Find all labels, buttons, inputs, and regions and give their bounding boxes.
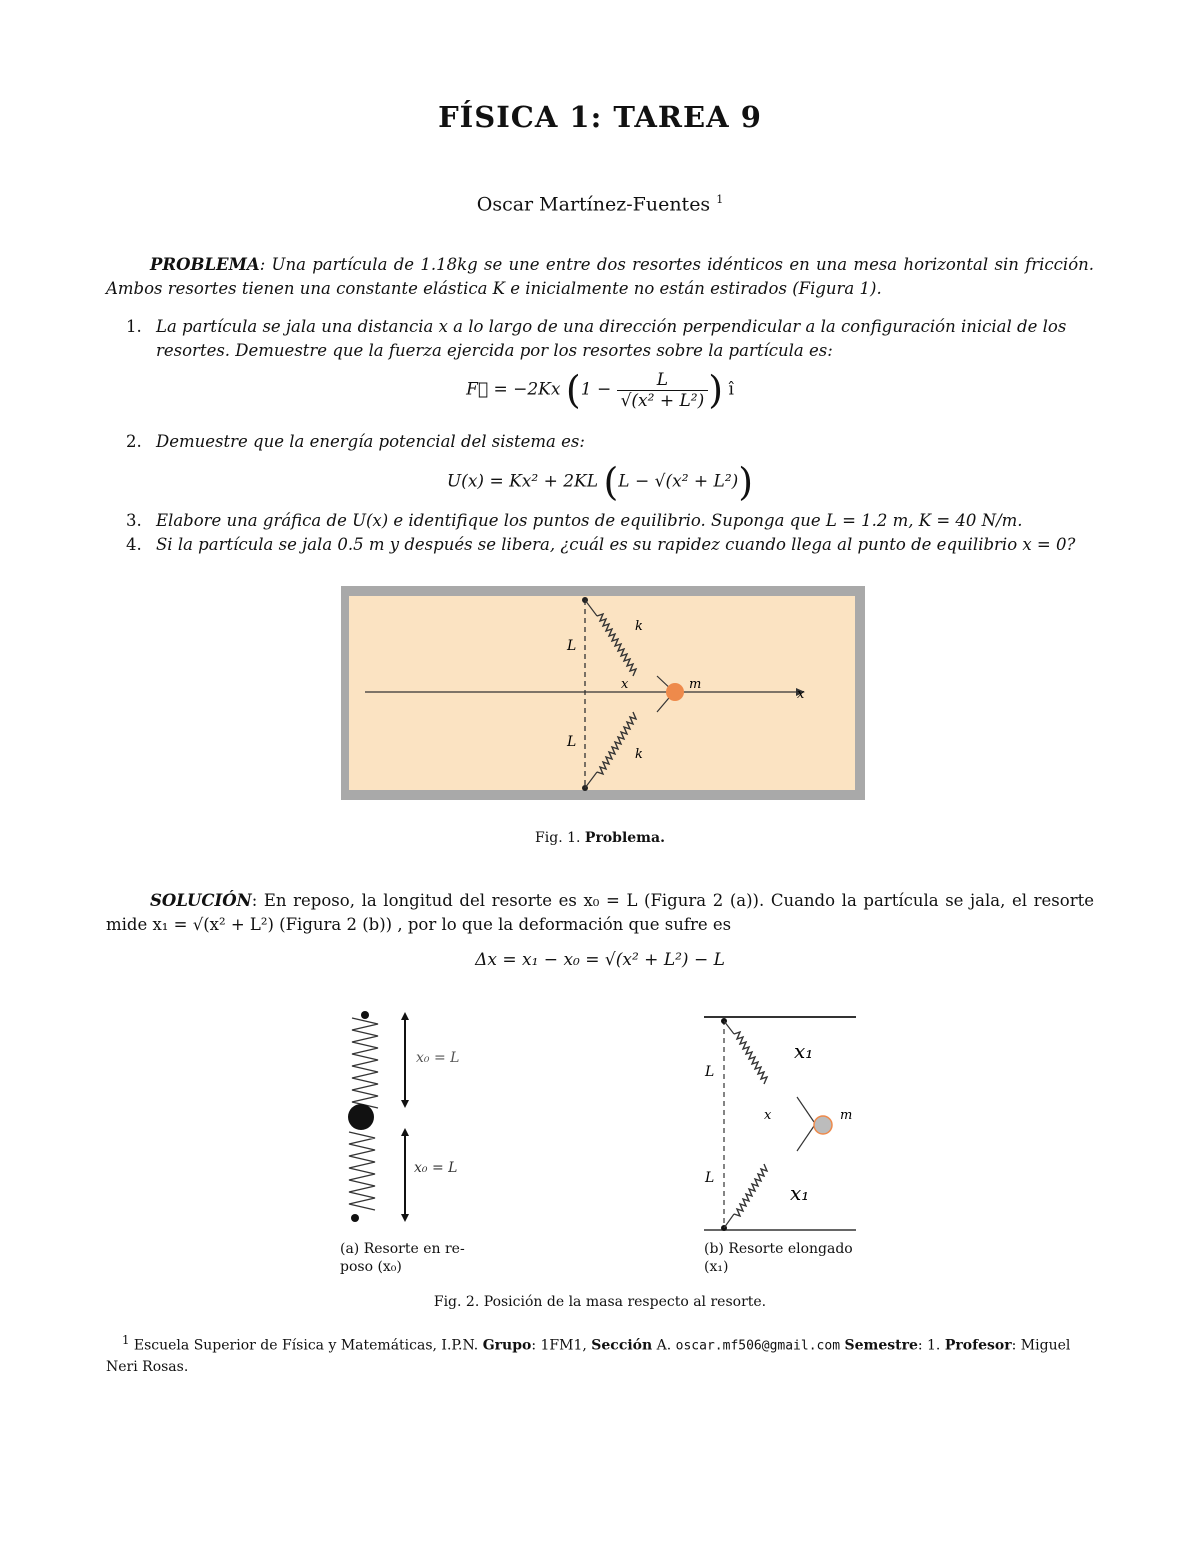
list-item-1-text: La partícula se jala una distancia x a lo largo de una dirección perpendicular a la configuración inicial de los resortes. Demuestre que la fuerza ejercida por los resortes sobre la partícula es: (156, 317, 1067, 360)
list-item-3-text: Elabore una gráfica de U(x) e identifique los puntos de equilibrio. Suponga que L = 1.2 m, K = 40 N/m. (156, 511, 1023, 530)
fig2a-spring-top (352, 1018, 378, 1108)
fig1-label-k-top: k (635, 619, 643, 634)
fig2b-label-m: m (840, 1108, 853, 1123)
list-item-4-text: Si la partícula se jala 0.5 m y después se libera, ¿cuál es su rapidez cuando llega al punto de equilibrio x = 0? (156, 535, 1076, 554)
author-line (0, 193, 1200, 215)
figure-1 (341, 586, 865, 800)
fig2a-label-top: x₀ = L (416, 1050, 460, 1066)
problem-statement (106, 253, 1094, 301)
fig1-table (349, 596, 855, 790)
page-title: FÍSICA 1: TAREA 9 (438, 100, 762, 134)
fig2b-mass (814, 1116, 832, 1134)
fig2a-caption: (a) Resorte en re-poso (x₀) (340, 1241, 465, 1275)
solution-statement (106, 889, 1094, 937)
fig1-mass (666, 683, 684, 701)
fig2b-caption: (b) Resorte elongado (x₁) (704, 1241, 853, 1275)
figure-2b (700, 1008, 860, 1234)
fig2b-label-x1-bottom: x₁ (790, 1181, 810, 1205)
fig1-label-L-bottom: L (567, 734, 577, 750)
fig2b-label-L-top: L (705, 1064, 715, 1080)
fig2b-spring-top (734, 1032, 767, 1084)
fig1-label-x-axis: x (797, 687, 805, 702)
fig2-caption: Fig. 2. Posición de la masa respecto al resorte. (433, 1294, 767, 1310)
fig1-label-L-top: L (567, 638, 577, 654)
list-item-2: 2. Demuestre que la energía potencial del sistema es: (128, 430, 1094, 454)
force-fraction: $\frac{L}{\text{√(x² + L²)}}$ (617, 370, 709, 411)
energy-equation: U(x) = Kx² + 2KL (L − √(x² + L²)) (446, 460, 754, 504)
figure-2a (336, 1008, 496, 1228)
fig1-label-x: x (621, 677, 629, 692)
problem-text: : Una partícula de 1.18kg se une entre dos resortes idénticos en una mesa horizontal sin fricción. Ambos resortes tienen una constante elástica K e inicialmente no están estirados (Figura 1). (106, 255, 1094, 298)
list-item-1: 1. La partícula se jala una distancia x a lo largo de una dirección perpendicular a la configuración inicial de los resortes. Demuestre que la fuerza ejercida por los resortes sobre la partícula es: (128, 315, 1094, 363)
fig2a-label-bottom: x₀ = L (414, 1160, 458, 1176)
footnote: $^1$ Escuela Superior de Física y Matemáticas, I.P.N. Grupo: 1FM1, Sección A. oscar.mf506@gmail.com Semestre: 1. Profesor: Miguel Neri Rosas. (106, 1333, 1071, 1375)
fig2a-mass (348, 1104, 374, 1130)
author-name: Oscar Martínez-Fuentes (476, 193, 711, 216)
fig1-caption: Fig. 1. Problema. (535, 830, 665, 846)
deformation-equation: Δx = x₁ − x₀ = √(x² + L²) − L (475, 950, 725, 970)
solution-text: : En reposo, la longitud del resorte es x₀ = L (Figura 2 (a)). Cuando la partícula se jala, el resorte mide x₁ = √(x² + L²) (Figura 2 (b)) , por lo que la deformación que sufre es (106, 891, 1094, 934)
force-equation: F⃗ = −2Kx (1 − $\frac{L}{\text{√(x² + L²)}}$ ) î (466, 368, 734, 412)
problem-label: PROBLEMA (150, 255, 260, 274)
fig2b-spring-bottom (734, 1164, 767, 1216)
list-item-2-text: Demuestre que la energía potencial del sistema es: (156, 432, 585, 451)
footnote-email: oscar.mf506@gmail.com (675, 1338, 841, 1354)
fig2b-label-L-bottom: L (705, 1170, 715, 1186)
fig1-label-m: m (689, 677, 702, 692)
fig2a-spring-bottom (349, 1132, 375, 1210)
list-item-3: 3. Elabore una gráfica de U(x) e identifique los puntos de equilibrio. Suponga que L = 1.2 m, K = 40 N/m. (128, 509, 1094, 533)
fig2b-label-x: x (764, 1108, 772, 1123)
fig1-label-k-bottom: k (635, 747, 643, 762)
fig2b-label-x1-top: x₁ (794, 1039, 814, 1063)
solution-label: SOLUCIÓN (150, 891, 252, 910)
list-item-4: 4. Si la partícula se jala 0.5 m y después se libera, ¿cuál es su rapidez cuando llega al punto de equilibrio x = 0? (128, 533, 1094, 557)
author-footnote-mark: 1 (716, 193, 724, 206)
